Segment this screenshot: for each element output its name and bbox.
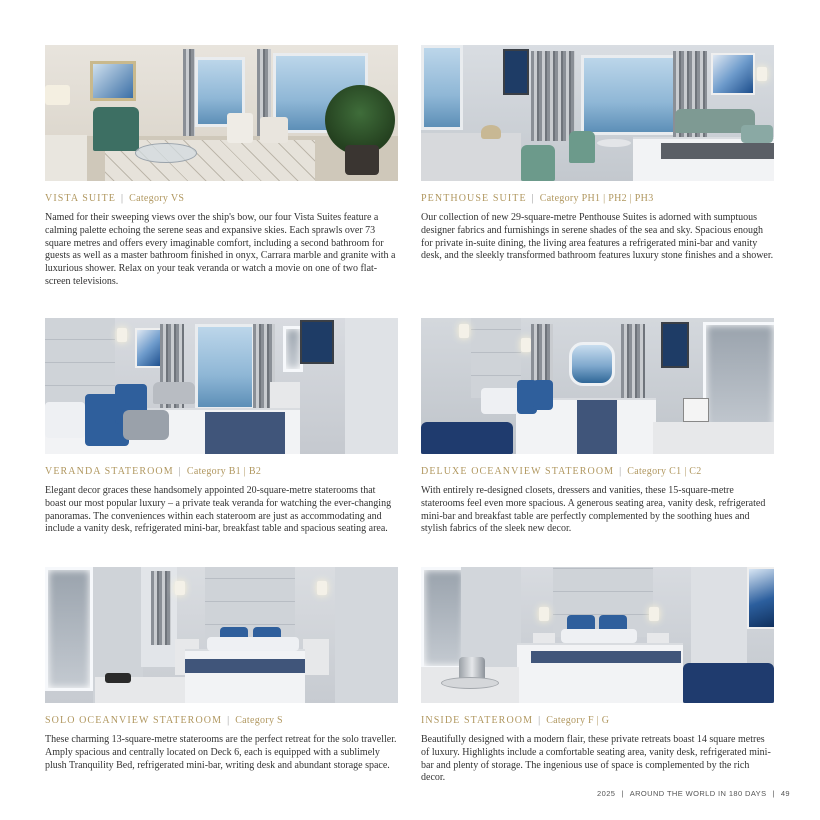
stateroom-title: INSIDE STATEROOM xyxy=(421,715,534,726)
stateroom-card-deluxe-oceanview-stateroom xyxy=(421,318,774,536)
footer-year: 2025 xyxy=(597,789,616,798)
stateroom-title: DELUXE OCEANVIEW STATEROOM xyxy=(421,466,615,477)
stateroom-description: Elegant decor graces these handsomely appointed 20-square-metre staterooms that boast our most popular luxury – a private teak veranda for watching the ever-changing panoramas. The conveniences within each stateroom are just as accommodating and include a vanity desk, refrigerated mini-bar, breakfast table and spacious seating area. xyxy=(45,485,392,535)
stateroom-category: Category VS xyxy=(129,193,185,204)
stateroom-category: Category F | G xyxy=(546,715,610,726)
stateroom-card-solo-oceanview-stateroom xyxy=(45,567,398,772)
stateroom-title: SOLO OCEANVIEW STATEROOM xyxy=(45,715,223,726)
stateroom-title: VISTA SUITE xyxy=(45,193,117,204)
veranda-stateroom-photo xyxy=(45,318,398,454)
stateroom-heading xyxy=(421,466,774,477)
stateroom-category: Category PH1 | PH2 | PH3 xyxy=(539,193,654,204)
page-number: 49 xyxy=(780,789,790,798)
separator: | xyxy=(621,789,624,798)
separator: | xyxy=(531,193,535,204)
vista-suite-photo xyxy=(45,45,398,181)
page-footer xyxy=(597,789,790,798)
stateroom-card-veranda-stateroom xyxy=(45,318,398,536)
stateroom-title: VERANDA STATEROOM xyxy=(45,466,174,477)
stateroom-card-penthouse-suite xyxy=(421,45,774,263)
stateroom-heading xyxy=(45,466,398,477)
penthouse-suite-photo xyxy=(421,45,774,181)
separator: | xyxy=(121,193,125,204)
stateroom-category: Category C1 | C2 xyxy=(627,466,702,477)
stateroom-description: Beautifully designed with a modern flair, these private retreats boast 14 square metres of luxury. Highlights include a comfortable seating area, vanity desk, refrigerated mini-bar and plenty of storage. The ingenious use of space is complemented by the rich decor. xyxy=(421,734,771,784)
inside-stateroom-photo xyxy=(421,567,774,703)
stateroom-description: These charming 13-square-metre staterooms are the perfect retreat for the solo traveller. Amply spacious and centrally located on Deck 6, each is equipped with a sublimely plush Tranquility Bed, refrigerated mini-bar, writing desk and abundant storage space. xyxy=(45,734,397,771)
stateroom-description: Named for their sweeping views over the ship's bow, our four Vista Suites feature a calming palette echoing the serene seas and expansive skies. Each sprawls over 73 square metres and offers every imaginable comfort, including a second bathroom for guests as well as a master bathroom finished in onyx, Carrara marble and granite with a luxurious shower. Relax on your teak veranda or watch a movie on one of two flat-screen televisions. xyxy=(45,212,396,287)
stateroom-description: Our collection of new 29-square-metre Penthouse Suites is adorned with sumptuous designer fabrics and furnishings in serene shades of the sea and sky. Spacious enough for private in-suite dining, the living area features a refrigerated mini-bar and vanity desk, and the sleekly transformed bathroom features luxury stone finishes and a shower. xyxy=(421,212,774,262)
separator: | xyxy=(178,466,182,477)
separator: | xyxy=(227,715,231,726)
footer-publication-title: AROUND THE WORLD IN 180 DAYS xyxy=(629,789,767,798)
separator: | xyxy=(772,789,775,798)
stateroom-card-vista-suite xyxy=(45,45,398,289)
stateroom-card-inside-stateroom xyxy=(421,567,774,785)
stateroom-description: With entirely re-designed closets, dressers and vanities, these 15-square-metre staterooms feel even more spacious. A generous seating area, vanity desk, refrigerated mini-bar and breakfast table are perfectly complemented by the soothing hues and stylish fabrics of the sleek new decor. xyxy=(421,485,766,535)
stateroom-heading xyxy=(421,715,774,726)
separator: | xyxy=(538,715,542,726)
stateroom-heading xyxy=(421,193,774,204)
separator: | xyxy=(619,466,623,477)
deluxe-oceanview-stateroom-photo xyxy=(421,318,774,454)
stateroom-category: Category B1 | B2 xyxy=(186,466,262,477)
stateroom-category: Category S xyxy=(235,715,283,726)
stateroom-title: PENTHOUSE SUITE xyxy=(421,193,527,204)
stateroom-heading xyxy=(45,193,398,204)
stateroom-heading xyxy=(45,715,398,726)
solo-oceanview-stateroom-photo xyxy=(45,567,398,703)
